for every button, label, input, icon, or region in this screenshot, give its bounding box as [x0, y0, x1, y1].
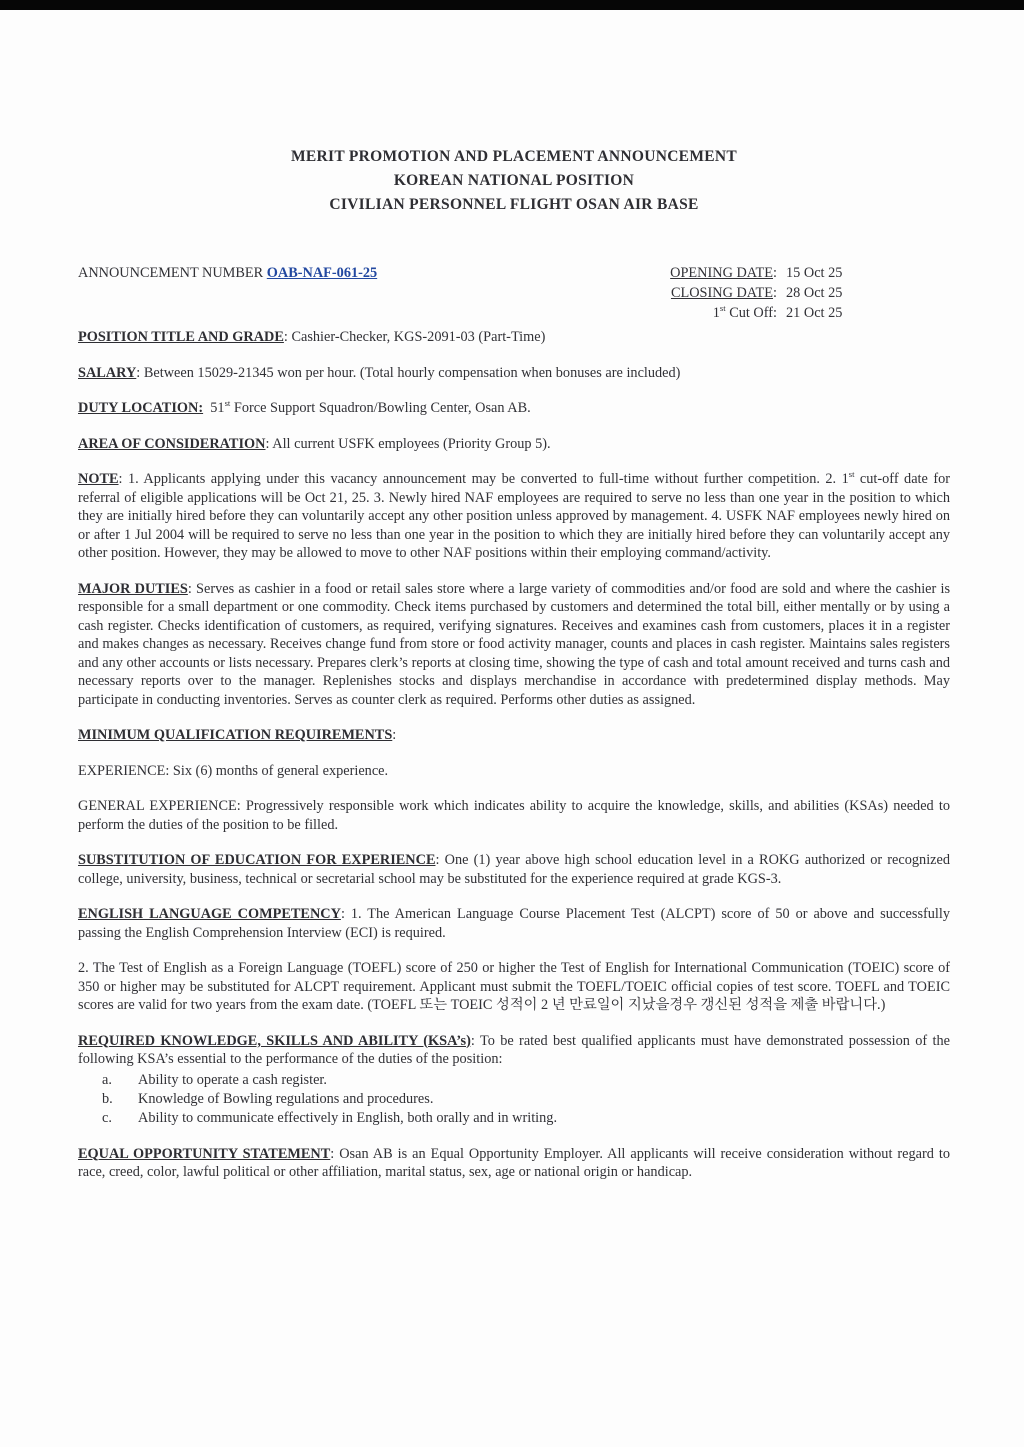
section-general-experience: GENERAL EXPERIENCE: Progressively responsible work which indicates ability to acquire the knowledge, skills, and abilities (KSAs) needed to perform the duties of the position to be filled.	[78, 798, 950, 833]
announcement-number-line	[78, 263, 377, 283]
list-item	[78, 1109, 950, 1128]
list-item-marker: a.	[102, 1071, 112, 1088]
opening-date-row	[670, 263, 852, 283]
list-item-text: Knowledge of Bowling regulations and procedures.	[138, 1090, 434, 1107]
section-note: NOTE: 1. Applicants applying under this vacancy announcement may be converted to full-time without further competition. 2. 1st cut-off date for referral of eligible applications will be Oct 21, 25. 3. Newly hired NAF employees are required to serve no less than one year in the position to which they are initially hired before they can voluntarily accept any other position unless approved by management. 4. USFK NAF employees newly hired on or after 1 Jul 2004 will be required to serve no less than one year in the position to which they are initially hired before they can voluntarily accept any other position. However, they may be allowed to move to other NAF positions within their employing command/activity.	[78, 469, 950, 561]
list-item-marker: b.	[102, 1090, 113, 1107]
announcement-number-link[interactable]: OAB-NAF-061-25	[266, 265, 378, 281]
title-line-2: KOREAN NATIONAL POSITION	[393, 172, 635, 189]
closing-date-label: CLOSING DATE:	[670, 285, 777, 301]
list-item-marker: c.	[102, 1109, 112, 1126]
section-ksa: REQUIRED KNOWLEDGE, SKILLS AND ABILITY (KSA’s): To be rated best qualified applicants must have demonstrated possession of the following KSA’s essential to the performance of the duties of the position:	[78, 1032, 950, 1067]
announcement-number-label: ANNOUNCEMENT NUMBER	[78, 265, 267, 281]
section-major-duties: MAJOR DUTIES: Serves as cashier in a food or retail sales store where a large variety of commodities and/or food are sold and where the cashier is responsible for a small department or one commodity. Check items purchased by customers and determined the total bill, either mentally or by using a cash register. Checks identification of customers, as required, verifying signatures. Receives and examines cash from customers, places it in a register and makes changes as necessary. Receives change fund from store or food activity manager, counts and places in cash register. Maintains sales registers and any other accounts or lists necessary. Prepares clerk’s reports at closing time, showing the type of cash and total amount received and turns cash and necessary reports over to the manager. Replenishes stocks and displays merchandise in accordance with predetermined display methods. May participate in conducting inventories. Serves as counter clerk as required. Performs other duties as assigned.	[78, 580, 951, 708]
section-minimum-qualification: MINIMUM QUALIFICATION REQUIREMENTS:	[78, 727, 397, 743]
section-substitution-education: SUBSTITUTION OF EDUCATION FOR EXPERIENCE: One (1) year above high school education level in a ROKG authorized or recognized college, university, business, technical or secretarial school may be substituted for the experience required at grade KGS-3.	[78, 852, 951, 887]
title-line-1: MERIT PROMOTION AND PLACEMENT ANNOUNCEMENT	[290, 148, 738, 165]
cutoff-date-row	[670, 303, 852, 323]
cutoff-date-value: 21 Oct 25	[786, 305, 843, 321]
section-duty-location: DUTY LOCATION: 51st Force Support Squadron/Bowling Center, Osan AB.	[78, 398, 531, 416]
section-english-competency: ENGLISH LANGUAGE COMPETENCY: 1. The American Language Course Placement Test (ALCPT) score of 50 or above and successfully passing the English Comprehension Interview (ECI) is required.	[78, 906, 951, 941]
closing-date-row	[670, 283, 852, 303]
title-line-3: CIVILIAN PERSONNEL FLIGHT OSAN AIR BASE	[329, 196, 699, 213]
opening-date-value: 15 Oct 25	[786, 265, 843, 281]
list-item-text: Ability to operate a cash register.	[138, 1071, 327, 1088]
list-item	[78, 1071, 950, 1090]
cutoff-date-label: 1st Cut Off:	[712, 303, 777, 321]
opening-date-label: OPENING DATE:	[670, 265, 777, 281]
closing-date-value: 28 Oct 25	[786, 285, 843, 301]
section-experience: EXPERIENCE: Six (6) months of general experience.	[78, 762, 389, 779]
section-equal-opportunity: EQUAL OPPORTUNITY STATEMENT: Osan AB is an Equal Opportunity Employer. All applicants will receive consideration without regard to race, creed, color, lawful political or other affiliation, marital status, sex, age or national origin or handicap.	[78, 1145, 951, 1180]
document-title	[78, 145, 950, 217]
ksa-list	[78, 1071, 950, 1128]
section-salary: SALARY: Between 15029-21345 won per hour. (Total hourly compensation when bonuses are included)	[78, 364, 681, 381]
section-area-of-consideration: AREA OF CONSIDERATION: All current USFK employees (Priority Group 5).	[78, 435, 551, 452]
list-item	[78, 1090, 950, 1109]
dates-block	[670, 263, 852, 323]
section-toefl-toeic: 2. The Test of English as a Foreign Language (TOEFL) score of 250 or higher the Test of English for International Communication (TOEIC) score of 350 or higher may be substituted for ALCPT requirement. Applicant must submit the TOEFL/TOEIC official copies of test score. TOEFL and TOEIC scores are valid for two years from the exam date. (TOEFL 또는 TOEIC 성적이 2 년 만료일이 지났을경우 갱신된 성적을 제출 바랍니다.)	[78, 960, 950, 1013]
announcement-header-row	[78, 263, 950, 323]
list-item-text: Ability to communicate effectively in English, both orally and in writing.	[138, 1109, 558, 1126]
scan-edge-artifact	[0, 0, 1024, 10]
section-position-title: POSITION TITLE AND GRADE: Cashier-Checker, KGS-2091-03 (Part-Time)	[78, 329, 546, 345]
